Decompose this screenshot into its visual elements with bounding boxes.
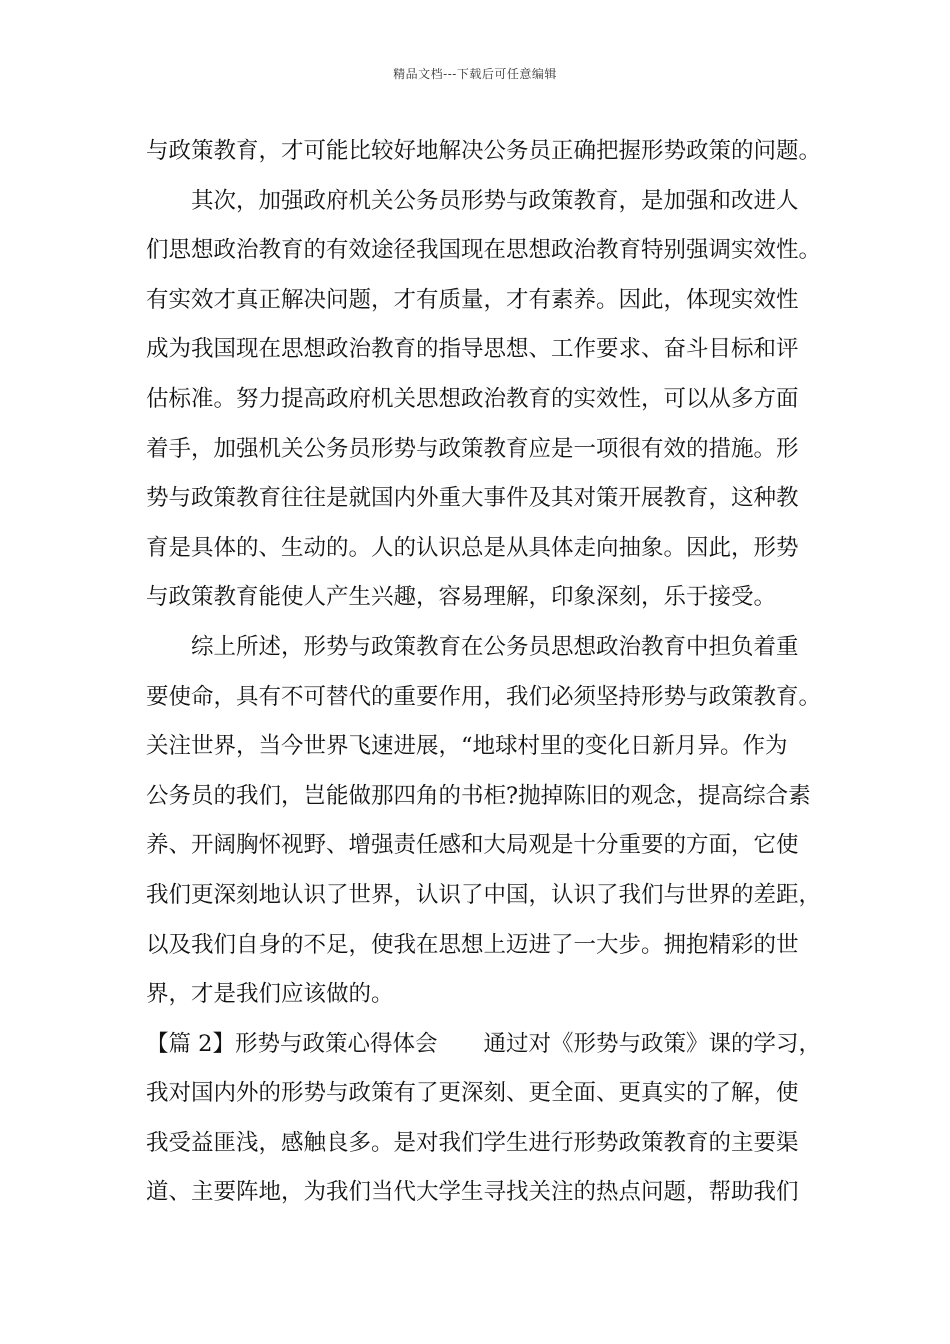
text-line: 养、开阔胸怀视野、增强责任感和大局观是十分重要的方面，它使 [146,832,799,859]
text-line: 界，才是我们应该做的。 [146,981,394,1008]
paragraph-first-line: 综上所述，形势与政策教育在公务员思想政治教育中担负着重 [191,633,799,660]
text-line: 要使命，具有不可替代的重要作用，我们必须坚持形势与政策教育。 [146,683,822,710]
text-line: 我受益匪浅，感触良多。是对我们学生进行形势政策教育的主要渠 [146,1129,799,1156]
text-line: 育是具体的、生动的。人的认识总是从具体走向抽象。因此，形势 [146,534,799,561]
text-line: 们思想政治教育的有效途径我国现在思想政治教育特别强调实效性。 [146,237,822,264]
text-line: 我们更深刻地认识了世界，认识了中国，认识了我们与世界的差距， [146,881,822,908]
section-heading-line [146,1020,824,1070]
text-line: 公务员的我们，岂能做那四角的书柜?抛掉陈旧的观念，提高综合素 [146,782,811,809]
text-line: 道、主要阵地，为我们当代大学生寻找关注的热点问题，帮助我们 [146,1179,799,1206]
text-line: 关注世界，当今世界飞速进展，“地球村里的变化日新月异。作为 [146,733,788,760]
section-title: 【篇 2】形势与政策心得体会 [146,1030,438,1057]
paragraph-first-line: 其次，加强政府机关公务员形势与政策教育，是加强和改进人 [191,187,799,214]
text-line: 成为我国现在思想政治教育的指导思想、工作要求、奋斗目标和评 [146,336,799,363]
section-continuation: 通过对《形势与政策》课的学习， [483,1030,821,1057]
text-line: 以及我们自身的不足，使我在思想上迈进了一大步。拥抱精彩的世 [146,931,799,958]
text-line: 着手，加强机关公务员形势与政策教育应是一项很有效的措施。形 [146,435,799,462]
page-header: 精品文档---下载后可任意编辑 [393,67,557,81]
text-line: 势与政策教育往往是就国内外重大事件及其对策开展教育，这种教 [146,485,799,512]
text-line: 我对国内外的形势与政策有了更深刻、更全面、更真实的了解，使 [146,1080,799,1107]
text-line: 有实效才真正解决问题，才有质量，才有素养。因此，体现实效性 [146,286,799,313]
document-body [146,127,824,1218]
text-line: 估标准。努力提高政府机关思想政治教育的实效性，可以从多方面 [146,385,799,412]
text-line: 与政策教育，才可能比较好地解决公务员正确把握形势政策的问题。 [146,138,822,164]
text-line: 与政策教育能使人产生兴趣，容易理解，印象深刻，乐于接受。 [146,584,777,611]
